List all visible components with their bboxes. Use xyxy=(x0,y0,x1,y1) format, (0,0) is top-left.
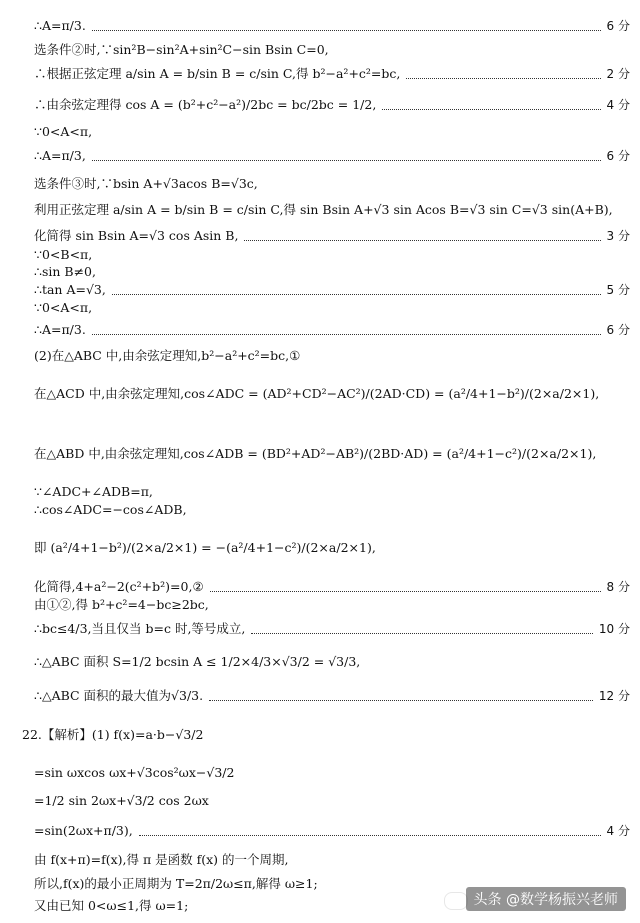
dot-leader xyxy=(92,160,601,161)
line-text: 化简得,4+a²−2(c²+b²)=0,② xyxy=(34,579,204,594)
solution-line xyxy=(34,42,630,58)
line-text: 即 (a²/4+1−b²)/(2×a/2×1) = −(a²/4+1−c²)/(2×a/2×1), xyxy=(34,540,376,555)
score-label: 5 分 xyxy=(606,283,630,297)
solution-line xyxy=(34,386,630,402)
dot-leader xyxy=(382,109,600,110)
solution-line xyxy=(34,176,630,192)
solution-line xyxy=(34,540,630,556)
score-label: 6 分 xyxy=(606,323,630,337)
dot-leader xyxy=(251,633,593,634)
solution-line xyxy=(34,793,630,809)
score-label: 12 分 xyxy=(598,689,630,703)
line-text: ∴tan A=√3, xyxy=(34,282,106,297)
solution-line xyxy=(34,247,630,263)
solution-line xyxy=(34,300,630,316)
line-text: 在△ABD 中,由余弦定理知,cos∠ADB = (BD²+AD²−AB²)/(2BD·AD) = (a²/4+1−c²)/(2×a/2×1), xyxy=(34,446,597,461)
dot-leader xyxy=(92,334,601,335)
solution-line xyxy=(34,97,630,113)
solution-line xyxy=(34,579,630,595)
solution-line xyxy=(34,66,630,82)
score-label: 10 分 xyxy=(598,622,630,636)
line-text: 化简得 sin Bsin A=√3 cos Asin B, xyxy=(34,228,239,243)
line-text: 选条件③时,∵bsin A+√3acos B=√3c, xyxy=(34,176,258,191)
line-text: 又由已知 0<ω≤1,得 ω=1; xyxy=(34,898,189,913)
solution-line xyxy=(34,348,630,364)
score-label: 4 分 xyxy=(606,98,630,112)
line-text: ∴sin B≠0, xyxy=(34,264,96,279)
score-label: 6 分 xyxy=(606,149,630,163)
solution-line xyxy=(34,688,630,704)
line-text: ∴根据正弦定理 a/sin A = b/sin B = c/sin C,得 b²−a²+c²=bc, xyxy=(34,66,401,81)
solution-line xyxy=(34,621,630,637)
line-text: =1/2 sin 2ωx+√3/2 cos 2ωx xyxy=(34,793,209,808)
line-text: ∵0<A<π, xyxy=(34,300,93,315)
line-text: 22.【解析】(1) f(x)=a·b−√3/2 xyxy=(22,727,204,742)
line-text: 在△ACD 中,由余弦定理知,cos∠ADC = (AD²+CD²−AC²)/(2AD·CD) = (a²/4+1−b²)/(2×a/2×1), xyxy=(34,386,600,401)
line-text: =sin ωxcos ωx+√3cos²ωx−√3/2 xyxy=(34,765,235,780)
line-text: ∴bc≤4/3,当且仅当 b=c 时,等号成立, xyxy=(34,621,246,636)
solution-line xyxy=(34,654,630,670)
dot-leader xyxy=(406,78,600,79)
solution-line xyxy=(34,597,630,613)
score-label: 6 分 xyxy=(606,19,630,33)
line-text: 选条件②时,∵sin²B−sin²A+sin²C−sin Bsin C=0, xyxy=(34,42,329,57)
line-text: =sin(2ωx+π/3), xyxy=(34,823,133,838)
solution-line xyxy=(34,228,630,244)
line-text: ∵∠ADC+∠ADB=π, xyxy=(34,484,153,499)
line-text: (2)在△ABC 中,由余弦定理知,b²−a²+c²=bc,① xyxy=(34,348,301,363)
solution-line xyxy=(34,484,630,500)
dot-leader xyxy=(244,240,600,241)
solution-line xyxy=(34,148,630,164)
line-text: ∵0<B<π, xyxy=(34,247,93,262)
solution-line xyxy=(22,727,630,743)
line-text: ∴A=π/3. xyxy=(34,18,86,33)
solution-line xyxy=(34,765,630,781)
dot-leader xyxy=(209,700,593,701)
solution-line xyxy=(34,322,630,338)
line-text: 利用正弦定理 a/sin A = b/sin B = c/sin C,得 sin Bsin A+√3 sin Acos B=√3 sin C=√3 sin(A+B), xyxy=(34,202,613,217)
toutiao-logo-icon xyxy=(444,892,468,910)
score-label: 3 分 xyxy=(606,229,630,243)
solution-line xyxy=(34,264,630,280)
line-text: 由 f(x+π)=f(x),得 π 是函数 f(x) 的一个周期, xyxy=(34,852,289,867)
solution-line xyxy=(34,282,630,298)
solution-line xyxy=(34,202,630,218)
solution-line xyxy=(34,852,630,868)
solution-line xyxy=(34,18,630,34)
line-text: ∴cos∠ADC=−cos∠ADB, xyxy=(34,502,187,517)
line-text: ∴△ABC 面积 S=1/2 bcsin A ≤ 1/2×4/3×√3/2 = √3/3, xyxy=(34,654,361,669)
line-text: ∴△ABC 面积的最大值为√3/3. xyxy=(34,688,204,703)
line-text: ∴A=π/3. xyxy=(34,322,86,337)
line-text: ∵0<A<π, xyxy=(34,124,93,139)
line-text: ∴A=π/3, xyxy=(34,148,86,163)
dot-leader xyxy=(139,835,601,836)
watermark: 头条 @数学杨振兴老师 xyxy=(466,887,626,911)
line-text: ∴由余弦定理得 cos A = (b²+c²−a²)/2bc = bc/2bc = 1/2, xyxy=(34,97,377,112)
score-label: 2 分 xyxy=(606,67,630,81)
dot-leader xyxy=(210,591,601,592)
dot-leader xyxy=(112,294,601,295)
line-text: 所以,f(x)的最小正周期为 T=2π/2ω≤π,解得 ω≥1; xyxy=(34,876,318,891)
solution-line xyxy=(34,446,630,462)
dot-leader xyxy=(92,30,601,31)
line-text: 由①②,得 b²+c²=4−bc≥2bc, xyxy=(34,597,209,612)
solution-line xyxy=(34,823,630,839)
solution-line xyxy=(34,124,630,140)
solution-line xyxy=(34,502,630,518)
score-label: 8 分 xyxy=(606,580,630,594)
score-label: 4 分 xyxy=(606,824,630,838)
